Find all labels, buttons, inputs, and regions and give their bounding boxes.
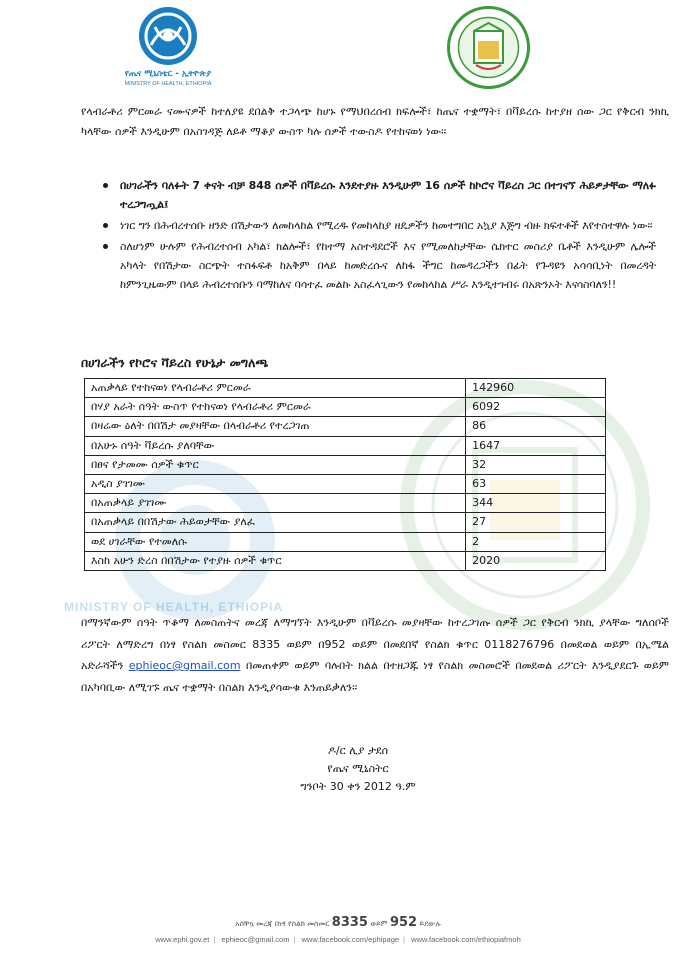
table-row xyxy=(85,417,606,436)
row-label: እስከ አሁን ድረስ በበሽታው የተያዙ ሰዎች ቁጥር xyxy=(85,551,466,570)
table-row xyxy=(85,436,606,455)
intro-paragraph: የላብራቶሪ ምርመራ ናሙናዎች ከተለያዩ ደበልቅ ተጋላጭ ከሆኑ የማህበረሰብ ክፍሎች፣ ከጤና ተቋማት፣ በቫይረሱ ከተያዘ ሰው ጋር የቅርብ ንክኪ ካላቸው ሰዎች እንዲሁም በአስገዳጅ ለይቶ ማቆያ ውስጥ ካሉ ሰዎች ተውስዶ የተከናወነ ነው፡፡ xyxy=(81,105,669,138)
row-value: 2 xyxy=(466,532,606,551)
hotline-suffix: ይደውሉ xyxy=(419,919,441,928)
hotline-prefix: አስቸኳ መረጃ በነፃ የስልክ መስመር xyxy=(235,919,330,928)
footer-links xyxy=(0,935,676,944)
list-item: ስለሆነም ሁሉም የሕብረተሰብ አካል፣ ክልሎች፣ የከተማ አስተዳደሮች እና የሚመለከታቸው ሴክተር መስሪያ ቤቶች እንዲሁም ሌሎች አካላት የበሽታው ስርጭት ተስፋፍቶ ከአቅም በላይ ከመድረሱና ለከፋ ችግር ከመዳረጋችን በፊት የጉዳዩን አሳሳቢነት በመረዳት ከምንጊዜውም በላይ ሕብረተሰቡን ባማከለና ባሳተፈ መልኩ አስፈላጊውን የመከላከል ሥራ እንዲተገብሩ በአጽንኦት እናሳስባለን!! xyxy=(96,237,656,294)
table-row xyxy=(85,494,606,513)
separator: | xyxy=(213,935,216,944)
hotline-number-1: 8335 xyxy=(331,915,368,930)
signatory-name: ዶ/ር ሊያ ታደሰ xyxy=(327,744,389,757)
row-value: 142960 xyxy=(466,379,606,398)
row-label: በፀና የታመሙ ሰዎች ቁጥር xyxy=(85,455,466,474)
footer-hotline xyxy=(0,915,676,930)
signatory-title: የጤና ሚኒስትር xyxy=(327,762,389,775)
row-label: በአጠቃላይ ያገገሙ xyxy=(85,494,466,513)
email-link[interactable]: ephieoc@gmail.com xyxy=(128,659,241,672)
row-value: 63 xyxy=(466,474,606,493)
footer-link-website[interactable]: www.ephi.gov.et xyxy=(155,935,210,944)
table-row xyxy=(85,474,606,493)
list-item: ነገር ግን በሕብረተሰቡ ዘንድ በሽታውን ለመከላከል የሚረዱ የመከላከያ ዘዴዎችን ከመተግበር አኳያ እጅግ ብዙ ክፍተቶች እየተስተዋሉ ነው፡፡ xyxy=(96,216,656,235)
table-row xyxy=(85,551,606,570)
list-item: በሀገራችን ባለፉት 7 ቀናት ብቻ 848 ሰዎች በቫይረሱ እንደተያዙ እንዲሁም 16 ሰዎች ከኮሮና ቫይረስ ጋር በተገናኘ ሕይዎታቸው ማለፉ ተረጋግጧል፤ xyxy=(96,176,656,214)
footer-link-facebook-fmoh[interactable]: www.facebook.com/ethiopiafmoh xyxy=(411,935,521,944)
row-label: በአጠቃላይ በበሽታው ሕይወታቸው ያለፈ xyxy=(85,513,466,532)
table-row xyxy=(85,513,606,532)
row-value: 1647 xyxy=(466,436,606,455)
footer-link-facebook-ephi[interactable]: www.facebook.com/ephipage xyxy=(301,935,400,944)
row-label: በዛሬው ዕለት በበሽታ መያዛቸው በላብራቶሪ የተረጋገጠ xyxy=(85,417,466,436)
reporting-paragraph xyxy=(81,612,669,698)
moh-watermark-text: MINISTRY OF HEALTH, ETHIOPIA xyxy=(64,600,284,614)
table-row xyxy=(85,379,606,398)
key-points-list xyxy=(96,176,656,296)
covid-status-table xyxy=(84,378,606,571)
row-label: አጠቃላይ የተከናወነ የላብራቶሪ ምርመራ xyxy=(85,379,466,398)
reporting-text-end: በመጠቀም ወይም ባሉበት ክልል በተዘጋጁ ነፃ የስልክ መስመሮች በመደወል ሪፖርት እንዲያደርጉ ወይም በአካባቢው ለሚገኙ ጤና ተቋማት በስልክ እንዲያሳውቁ እንጠይቃለን፡፡ xyxy=(81,659,669,694)
row-value: 27 xyxy=(466,513,606,532)
row-value: 6092 xyxy=(466,398,606,417)
footer-link-email[interactable]: ephieoc@gmail.com xyxy=(221,935,290,944)
row-label: አዲስ ያገገሙ xyxy=(85,474,466,493)
ephi-logo-icon xyxy=(446,5,531,90)
row-label: በሃያ አራት ሰዓት ውስጥ የተከናወነ የላብራቶሪ ምርመራ xyxy=(85,398,466,417)
separator: | xyxy=(403,935,405,944)
row-label: በአሁኑ ሰዓት ቫይረሱ ያለባቸው xyxy=(85,436,466,455)
moh-name-english: MINISTRY OF HEALTH, ETHIOPIA xyxy=(124,81,212,87)
document-date: ግንቦት 30 ቀን 2012 ዓ.ም xyxy=(300,780,416,793)
moh-emblem-icon xyxy=(137,5,199,67)
table-row xyxy=(85,398,606,417)
row-value: 86 xyxy=(466,417,606,436)
table-title: በሀገራችን የኮሮና ቫይረስ የሁኔታ መግለጫ xyxy=(81,355,269,370)
row-value: 2020 xyxy=(466,551,606,570)
reporting-text: በማንኛውም ሰዓት ጥቆማ ለመስጠትና መረጃ ለማግኘት እንዲሁም በቫይረሱ መያዛቸው ከተረጋገጡ ሰዎች ጋር የቅርብ ንክኪ ያላቸው ግለሰቦች ሪፖርት ለማድረግ በነፃ የስልክ መስመር 8335 ወይም በ952 ወይም በመደበኛ የስልክ ቁጥር 0118276796 በመደወል ወይም በኢሜል አድራሻችን xyxy=(81,616,669,672)
row-value: 32 xyxy=(466,455,606,474)
row-value: 344 xyxy=(466,494,606,513)
moh-name-amharic: የጤና ሚኒስቴር - ኢትዮጵያ xyxy=(124,69,212,79)
hotline-mid: ወይም xyxy=(370,919,388,928)
table-row xyxy=(85,532,606,551)
row-label: ወደ ሀገራቸው የተመለሱ xyxy=(85,532,466,551)
hotline-number-2: 952 xyxy=(389,915,418,930)
separator: | xyxy=(293,935,296,944)
table-row xyxy=(85,455,606,474)
